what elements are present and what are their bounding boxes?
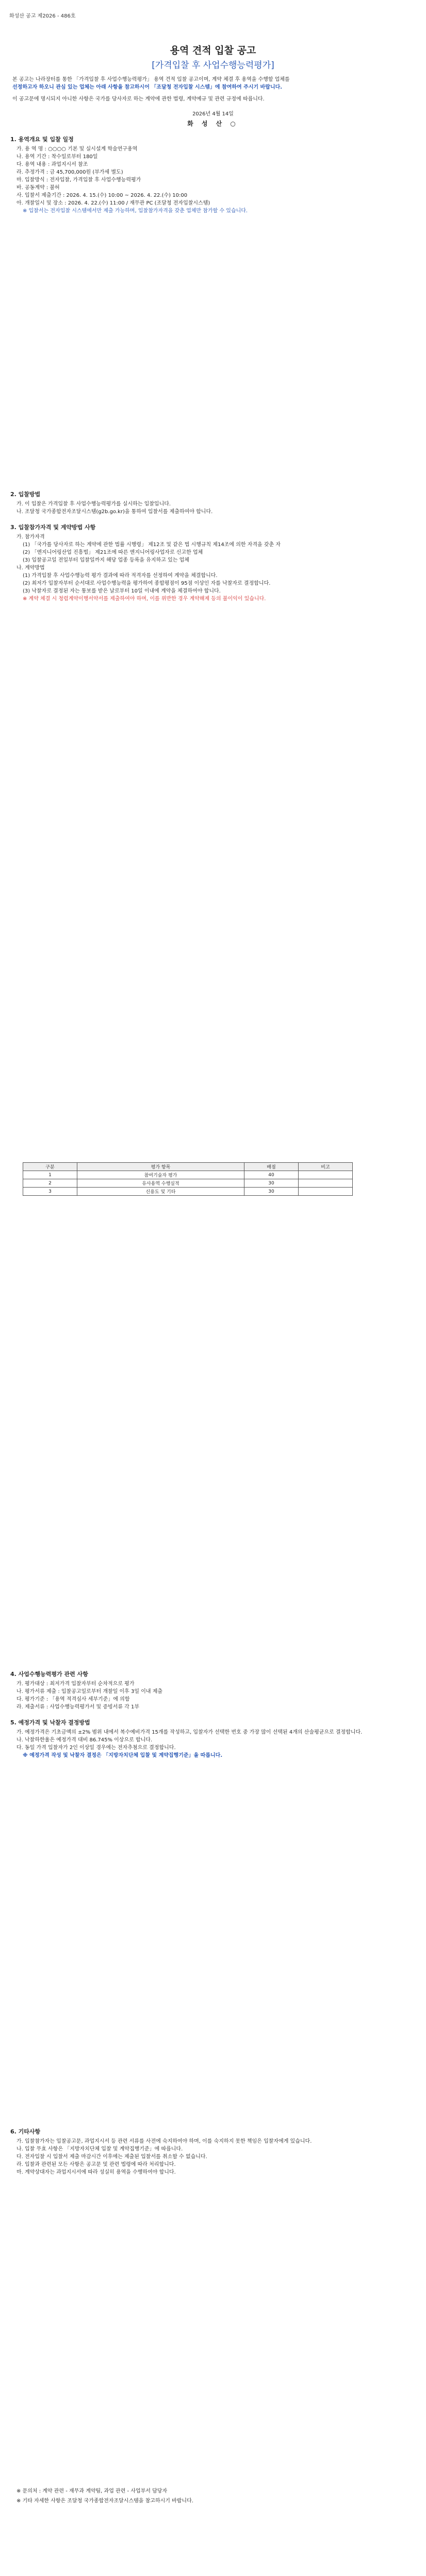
- section-title: 6. 기타사항: [10, 2128, 41, 2135]
- notice-number: 화성산 공고 제2026 - 486호: [9, 13, 76, 19]
- section-title: 3. 입찰참가자격 및 계약방법 사항: [10, 524, 96, 531]
- list-item: 라. 입찰과 관련된 모든 사항은 공고문 및 관련 법령에 따라 처리합니다.: [17, 2162, 176, 2167]
- list-item: 가. 평가대상 : 최저가격 입찰자부터 순차적으로 평가: [17, 1681, 135, 1687]
- list-item: 다. 평가기준 : 「용역 적격심사 세부기준」에 의함: [17, 1697, 130, 1702]
- notice-date: 2026년 4월 14일: [192, 111, 234, 117]
- list-item: 나. 조달청 국가종합전자조달시스템(g2b.go.kr)을 통하여 입찰서를 제출하여야 합니다.: [17, 509, 213, 515]
- list-item: 나. 입찰 무효 사항은 「지방자치단체 입찰 및 계약집행기준」에 따릅니다.: [17, 2146, 183, 2152]
- list-item: (1) 「국가를 당사자로 하는 계약에 관한 법률 시행령」 제12조 및 같은 법 시행규칙 제14조에 의한 자격을 갖춘 자: [23, 542, 281, 548]
- document-subtitle: [가격입찰 후 사업수행능력평가]: [152, 60, 274, 71]
- table-cell: [298, 1179, 352, 1188]
- list-item: 나. 낙찰하한율은 예정가격 대비 86.745% 이상으로 합니다.: [17, 1737, 153, 1743]
- list-item: 라. 제출서류 : 사업수행능력평가서 및 증빙서류 각 1부: [17, 1704, 140, 1710]
- list-item: 바. 공동계약 : 불허: [17, 185, 60, 191]
- section-title: 4. 사업수행능력평가 관련 사항: [10, 1671, 88, 1677]
- table-cell: 신용도 및 기타: [77, 1188, 244, 1196]
- list-item: 가. 예정가격은 기초금액의 ±2% 범위 내에서 복수예비가격 15개를 작성하고, 입찰자가 선택한 번호 중 가장 많이 선택된 4개의 산술평균으로 결정합니다.: [17, 1730, 363, 1735]
- table-cell: 30: [244, 1179, 298, 1188]
- list-item: 가. 용 역 명 : ○○○○ 기본 및 실시설계 학술연구용역: [17, 146, 138, 152]
- table-header: 평가 항목: [77, 1163, 244, 1171]
- list-item: 가. 입찰참가자는 입찰공고문, 과업지시서 등 관련 서류를 사전에 숙지하여야 하며, 이를 숙지하지 못한 책임은 입찰자에게 있습니다.: [17, 2139, 312, 2144]
- list-item: 아. 개찰일시 및 장소 : 2026. 4. 22.(수) 11:00 / 재무관 PC (조달청 전자입찰시스템): [17, 200, 210, 206]
- table-header: 구분: [23, 1163, 77, 1171]
- list-item: (3) 낙찰자로 결정된 자는 통보를 받은 날로부터 10일 이내에 계약을 체결하여야 합니다.: [23, 588, 221, 594]
- warning-note: ※ 계약 체결 시 청렴계약이행서약서를 제출하여야 하며, 이를 위반한 경우 계약해제 등의 불이익이 있습니다.: [23, 596, 266, 602]
- evaluation-table: [23, 1162, 353, 1196]
- list-item: 마. 입찰방식 : 전자입찰, 가격입찰 후 사업수행능력평가: [17, 177, 141, 183]
- table-row: [23, 1179, 353, 1188]
- document-title: 용역 견적 입찰 공고: [170, 45, 256, 56]
- closing-note: ※ 기타 자세한 사항은 조달청 국가종합전자조달시스템을 참고하시기 바랍니다.: [17, 2498, 193, 2504]
- list-item: (3) 입찰공고일 전일부터 입찰일까지 해당 업종 등록을 유지하고 있는 업체: [23, 557, 189, 563]
- table-cell: [298, 1171, 352, 1179]
- list-item: 가. 참가자격: [17, 534, 45, 540]
- table-cell: 유사용역 수행실적: [77, 1179, 244, 1188]
- table-cell: 2: [23, 1179, 77, 1188]
- document: [9, 5, 417, 2505]
- note: ※ 입찰서는 전자입찰 시스템에서만 제출 가능하며, 입찰참가자격을 갖춘 업체만 참가할 수 있습니다.: [23, 208, 248, 214]
- list-item: (2) 「엔지니어링산업 진흥법」 제21조에 따른 엔지니어링사업자로 신고한 업체: [23, 550, 203, 555]
- list-item: 사. 입찰서 제출기간 : 2026. 4. 15.(수) 10:00 ~ 2026. 4. 22.(수) 10:00: [17, 193, 188, 198]
- table-cell: 3: [23, 1188, 77, 1196]
- table-cell: 40: [244, 1171, 298, 1179]
- note: ※ 예정가격 작성 및 낙찰자 결정은 「지방자치단체 입찰 및 계약집행기준」을 따릅니다.: [23, 1753, 223, 1758]
- table-header: 비고: [298, 1163, 352, 1171]
- table-row: [23, 1188, 353, 1196]
- intro-line: 본 공고는 나라장터를 통한 「가격입찰 후 사업수행능력평가」 용역 견적 입찰 공고이며, 계약 체결 후 용역을 수행할 업체를: [12, 77, 290, 82]
- list-item: 나. 용역 기간 : 착수일로부터 180일: [17, 154, 98, 160]
- list-item: 마. 계약상대자는 과업지시서에 따라 성실히 용역을 수행하여야 합니다.: [17, 2170, 176, 2175]
- table-cell: 참여기술자 평가: [77, 1171, 244, 1179]
- table-row: [23, 1171, 353, 1179]
- section-title: 1. 용역개요 및 입찰 일정: [10, 136, 74, 143]
- list-item: 가. 이 입찰은 가격입찰 후 사업수행능력평가를 실시하는 입찰입니다.: [17, 501, 171, 507]
- table-cell: 30: [244, 1188, 298, 1196]
- list-item: 다. 전자입찰 시 입찰서 제출 마감시간 이후에는 제출된 입찰서를 취소할 수 없습니다.: [17, 2154, 207, 2160]
- list-item: 라. 추정가격 : 금 45,700,000원 (부가세 별도): [17, 170, 123, 175]
- list-item: 다. 동일 가격 입찰자가 2인 이상일 경우에는 전자추첨으로 결정합니다.: [17, 1745, 176, 1751]
- intro-line-highlight: 선정하고자 하오니 관심 있는 업체는 아래 사항을 참고하시어 「조달청 전자입찰 시스템」에 참여하여 주시기 바랍니다.: [12, 84, 283, 90]
- section-title: 2. 입찰방법: [10, 491, 41, 498]
- list-item: 나. 계약방법: [17, 565, 45, 571]
- list-item: (1) 가격입찰 후 사업수행능력 평가 결과에 따라 적격자를 선정하여 계약을 체결합니다.: [23, 573, 218, 579]
- issuing-organization: 화 성 산 ○: [187, 120, 239, 127]
- table-header: 배점: [244, 1163, 298, 1171]
- list-item: (2) 최저가 입찰자부터 순서대로 사업수행능력을 평가하여 종합평점이 95점 이상인 자를 낙찰자로 결정합니다.: [23, 581, 271, 586]
- table-cell: [298, 1188, 352, 1196]
- section-title: 5. 예정가격 및 낙찰자 결정방법: [10, 1719, 90, 1726]
- notice-note: 이 공고문에 명시되지 아니한 사항은 국가를 당사자로 하는 계약에 관한 법령, 계약예규 및 관련 규정에 따릅니다.: [12, 96, 265, 102]
- closing-note: ※ 문의처 : 계약 관련 - 재무과 계약팀, 과업 관련 - 사업부서 담당자: [17, 2488, 168, 2494]
- list-item: 나. 평가서류 제출 : 입찰공고일로부터 개찰일 이후 3일 이내 제출: [17, 1689, 163, 1694]
- table-cell: 1: [23, 1171, 77, 1179]
- intro: [12, 76, 414, 91]
- list-item: 다. 용역 내용 : 과업지시서 참조: [17, 162, 88, 167]
